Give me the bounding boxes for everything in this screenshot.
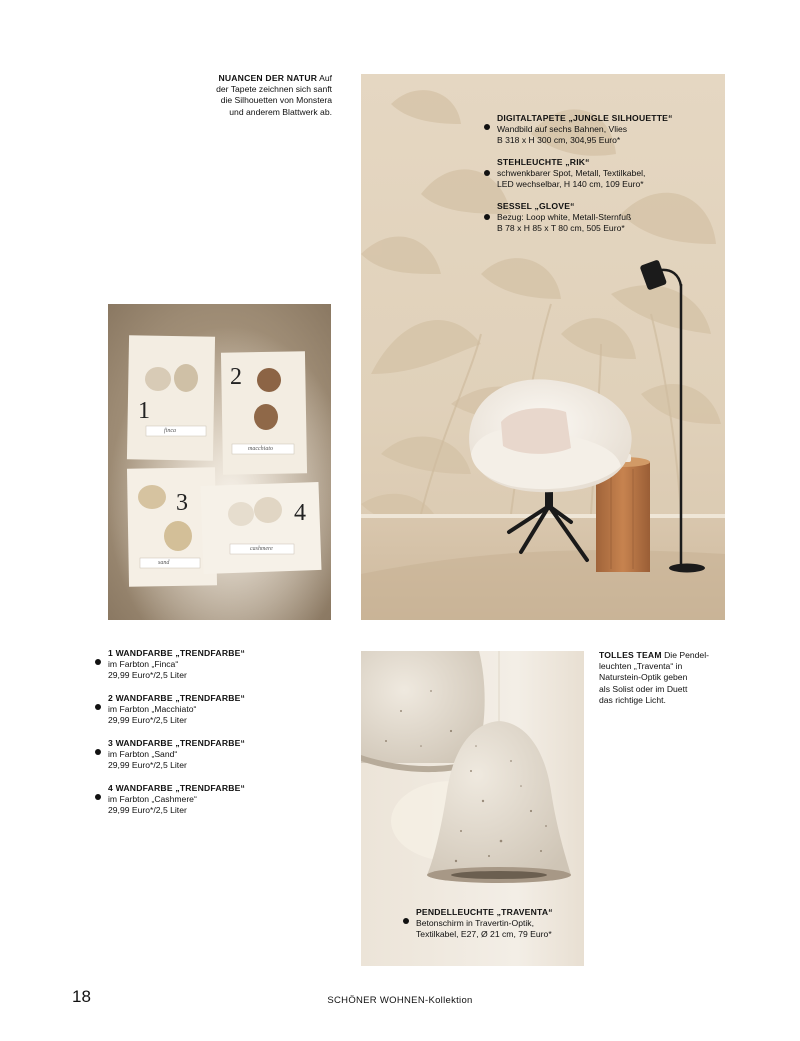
- paint-title: 4 WANDFARBE „TRENDFARBE“: [108, 783, 246, 793]
- intro-caption-title: NUANCEN DER NATUR: [218, 73, 318, 83]
- paint-swatch-photo: [108, 304, 331, 620]
- product-detail: Betonschirm in Travertin-Optik,: [416, 918, 534, 928]
- paint-detail: 29,99 Euro*/2,5 Liter: [108, 760, 187, 770]
- product-detail: schwenkbarer Spot, Metall, Textilkabel,: [497, 168, 646, 178]
- bullet-dot: [95, 704, 101, 710]
- paint-detail: im Farbton „Finca“: [108, 659, 179, 669]
- footer-brand: [0, 995, 800, 1006]
- intro-caption-line: und anderem Blattwerk ab.: [229, 106, 332, 117]
- page-number: 18: [72, 987, 91, 1006]
- paint-info-3: [108, 738, 308, 771]
- product-title: PENDELLEUCHTE „TRAVENTA“: [416, 907, 553, 917]
- team-caption-line: leuchten „Traventa“ in: [599, 661, 683, 672]
- paint-info-2: [108, 693, 308, 726]
- footer-brand-suffix: -Kollektion: [424, 995, 473, 1006]
- product-title: SESSEL „GLOVE“: [497, 201, 575, 211]
- footer-brand-name: SCHÖNER WOHNEN: [327, 995, 425, 1006]
- paint-title: 2 WANDFARBE „TRENDFARBE“: [108, 693, 246, 703]
- paint-detail: 29,99 Euro*/2,5 Liter: [108, 715, 187, 725]
- product-info-armchair: [497, 201, 717, 234]
- paint-detail: im Farbton „Cashmere“: [108, 794, 197, 804]
- bullet-dot: [95, 749, 101, 755]
- bullet-dot: [403, 918, 409, 924]
- team-caption: [599, 650, 739, 706]
- swatch-cards-illustration: [108, 304, 331, 620]
- paint-detail: 29,99 Euro*/2,5 Liter: [108, 670, 187, 680]
- product-info-wallpaper: [497, 113, 717, 146]
- paint-title: 3 WANDFARBE „TRENDFARBE“: [108, 738, 246, 748]
- product-detail: Wandbild auf sechs Bahnen, Vlies: [497, 124, 628, 134]
- living-room-photo: [361, 74, 725, 620]
- living-room-illustration: [361, 74, 725, 620]
- bullet-dot: [95, 794, 101, 800]
- product-detail: B 78 x H 85 x T 80 cm, 505 Euro*: [497, 223, 625, 233]
- paint-detail: im Farbton „Macchiato“: [108, 704, 197, 714]
- bullet-dot: [484, 124, 490, 130]
- swatch-number: 4: [294, 500, 306, 526]
- swatch-label: sand: [158, 560, 170, 566]
- product-title: STEHLEUCHTE „RIK“: [497, 157, 590, 167]
- paint-title: 1 WANDFARBE „TRENDFARBE“: [108, 648, 246, 658]
- product-detail: Textilkabel, E27, Ø 21 cm, 79 Euro*: [416, 929, 552, 939]
- swatch-label: macchiato: [248, 446, 273, 452]
- team-caption-title: TOLLES TEAM: [599, 650, 662, 660]
- paint-detail: im Farbton „Sand“: [108, 749, 178, 759]
- bullet-dot: [484, 214, 490, 220]
- product-info-pendant: [416, 907, 584, 940]
- intro-caption-line: die Silhouetten von Monstera: [220, 95, 332, 106]
- paint-info-4: [108, 783, 308, 816]
- bullet-dot: [484, 170, 490, 176]
- paint-info-1: [108, 648, 308, 681]
- swatch-label: finca: [164, 428, 176, 434]
- swatch-number: 3: [176, 490, 188, 516]
- team-caption-line: Die Pendel-: [661, 650, 709, 660]
- product-detail: Bezug: Loop white, Metall-Sternfuß: [497, 212, 632, 222]
- swatch-number: 2: [230, 364, 242, 390]
- team-caption-line: das richtige Licht.: [599, 694, 666, 705]
- bullet-dot: [95, 659, 101, 665]
- team-caption-line: als Solist oder im Duett: [599, 683, 688, 694]
- intro-caption-line: Auf: [317, 73, 332, 83]
- intro-caption-line: der Tapete zeichnen sich sanft: [216, 84, 332, 95]
- swatch-label: cashmere: [250, 546, 273, 552]
- paint-detail: 29,99 Euro*/2,5 Liter: [108, 805, 187, 815]
- intro-caption: [150, 73, 332, 118]
- product-detail: LED wechselbar, H 140 cm, 109 Euro*: [497, 179, 644, 189]
- product-detail: B 318 x H 300 cm, 304,95 Euro*: [497, 135, 621, 145]
- product-title: DIGITALTAPETE „JUNGLE SILHOUETTE“: [497, 113, 673, 123]
- team-caption-line: Naturstein-Optik geben: [599, 672, 688, 683]
- swatch-number: 1: [138, 398, 150, 424]
- product-info-floor-lamp: [497, 157, 717, 190]
